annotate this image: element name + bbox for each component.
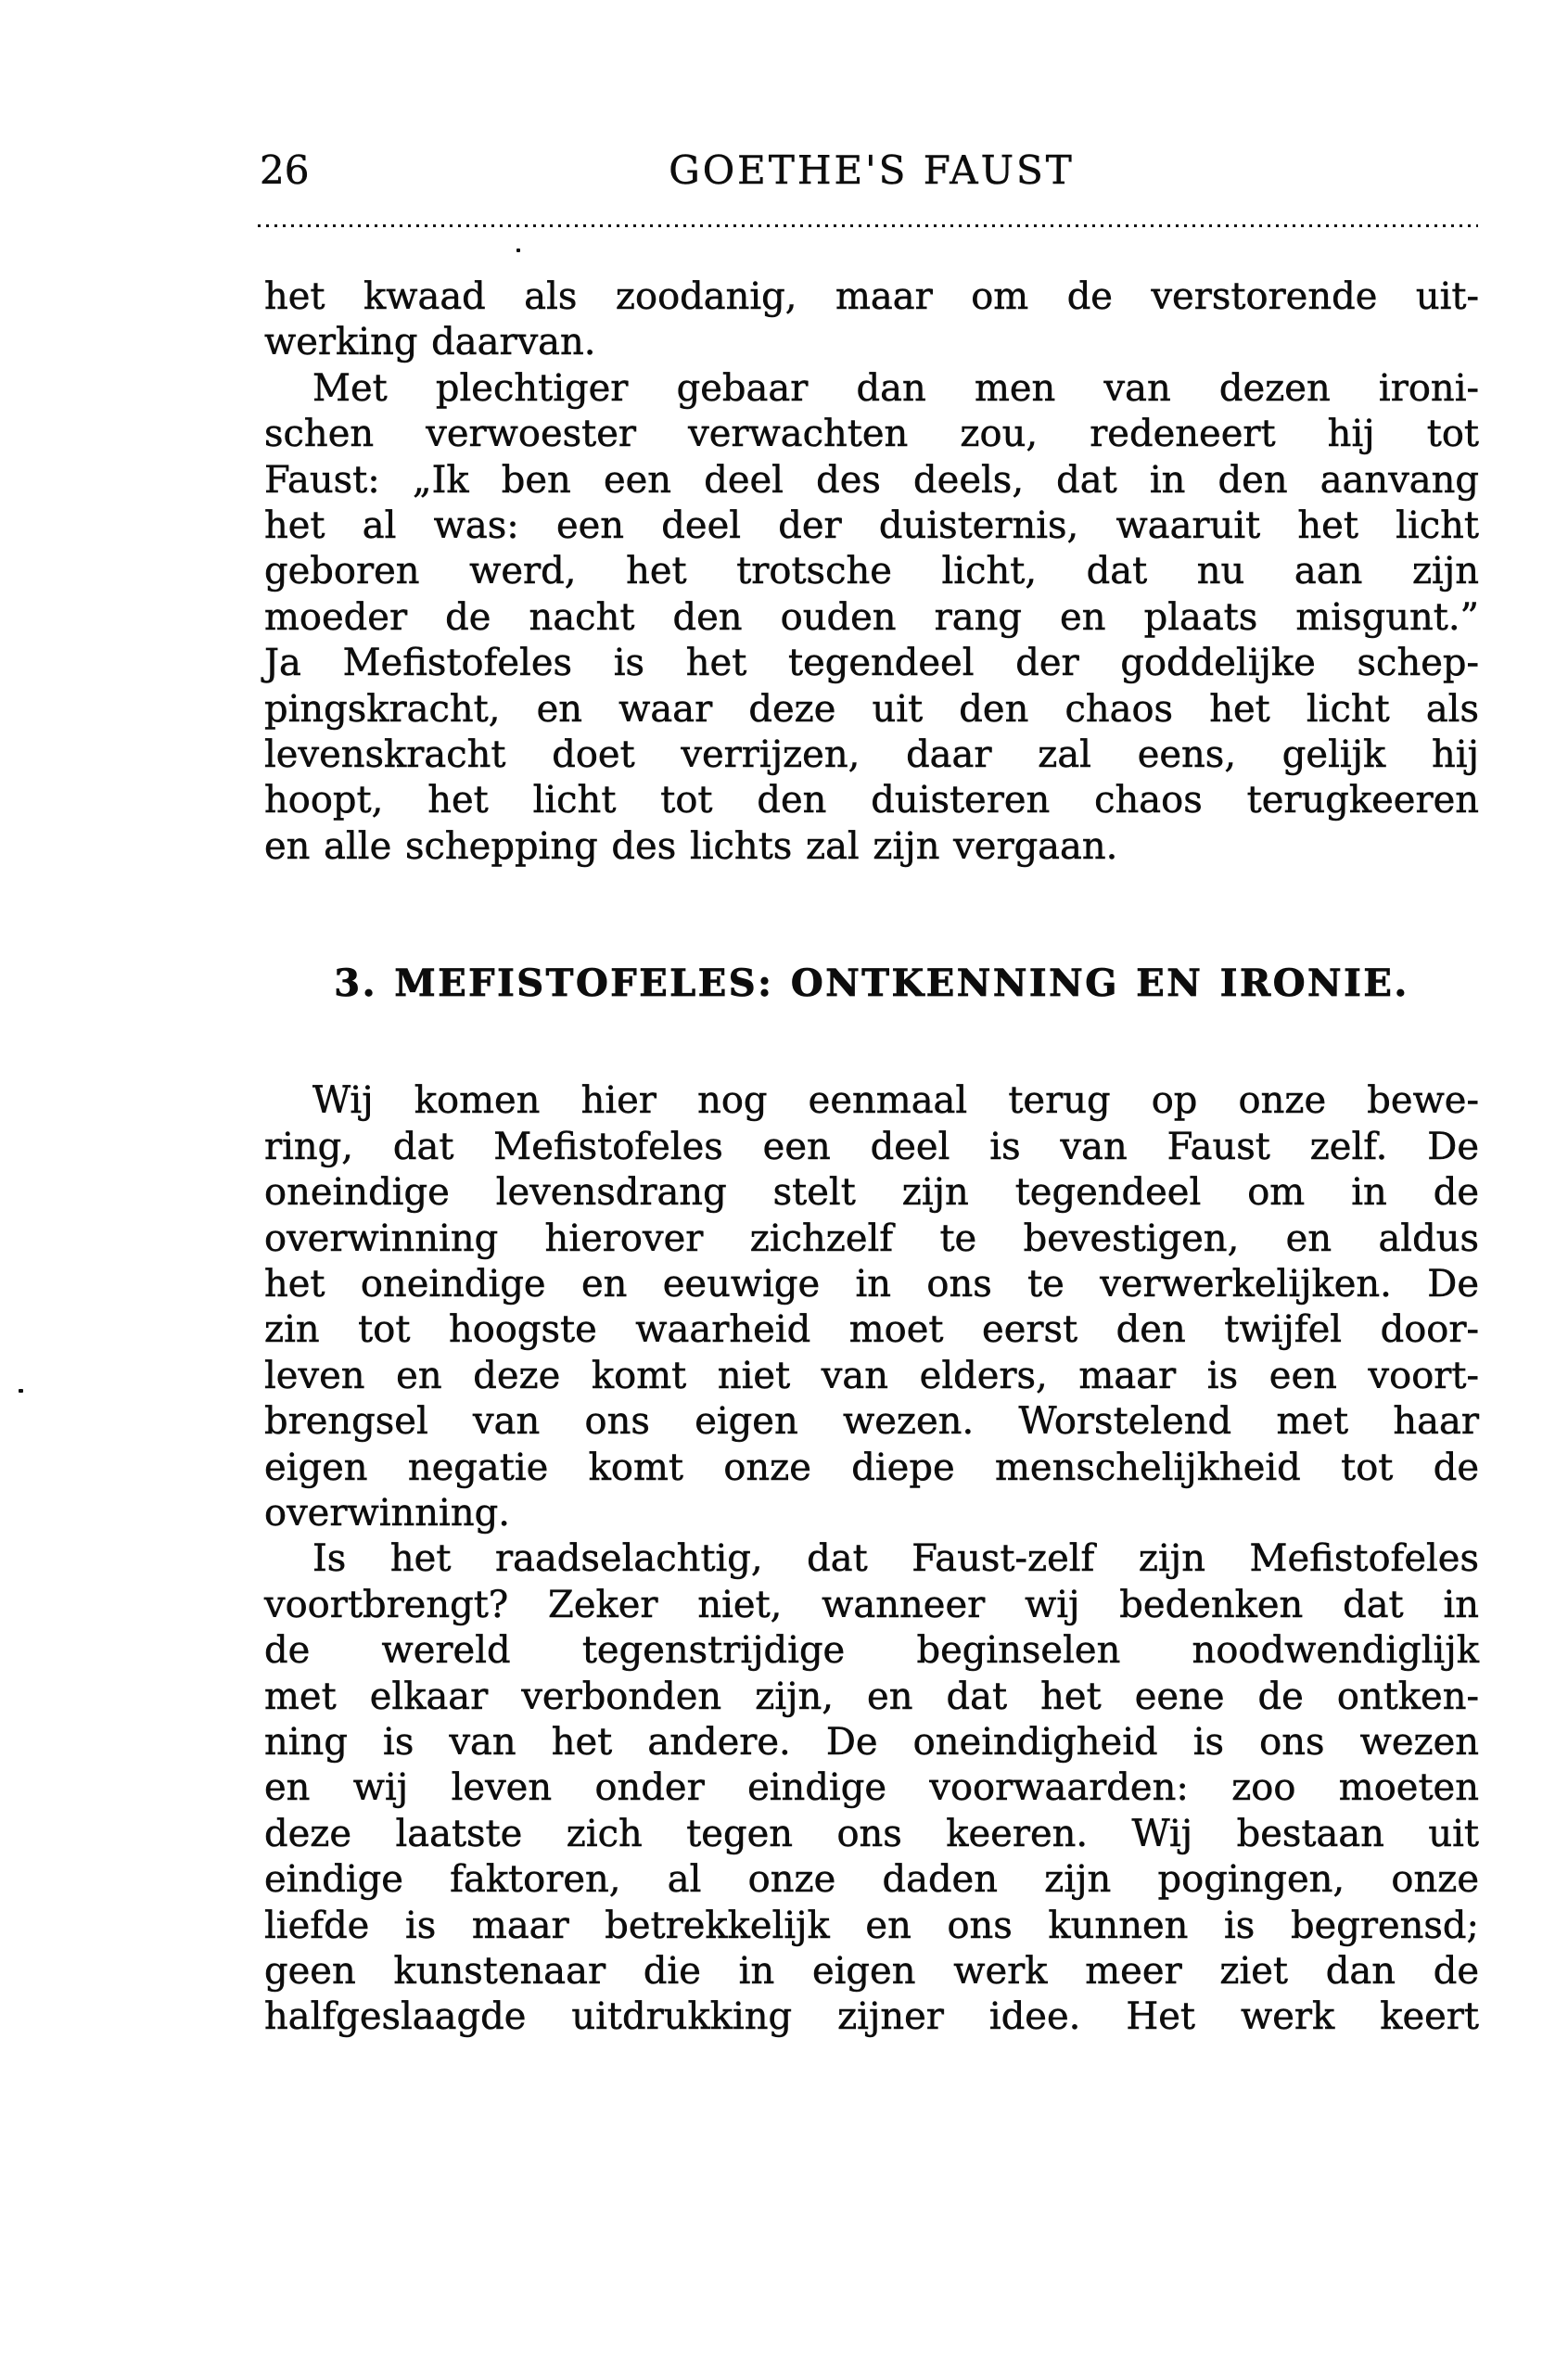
paragraph (264, 1078, 1479, 1536)
text-line: brengsel van ons eigen wezen. Worstelend met haar (264, 1400, 1479, 1444)
text-line: overwinning hierover zichzelf te bevestigen, en aldus (264, 1217, 1479, 1260)
text-line: Is het raadselachtig, dat Faust-zelf zijn Mefistofeles (312, 1537, 1479, 1581)
text-line: moeder de nacht den ouden rang en plaats misgunt.” (264, 595, 1479, 639)
text-line: ring, dat Mefistofeles een deel is van Faust zelf. De (264, 1125, 1479, 1168)
text-line: liefde is maar betrekkelijk en ons kunnen is begrensd; (264, 1904, 1479, 1947)
running-title: GOETHE'S FAUST (669, 147, 1075, 193)
text-line: pingskracht, en waar deze uit den chaos het licht als (264, 687, 1479, 731)
text-line: Met plechtiger gebaar dan men van dezen ironi- (312, 366, 1479, 410)
text-line: halfgeslaagde uitdrukking zijner idee. Het werk keert (264, 1995, 1479, 2039)
body-text (264, 274, 1479, 2041)
paragraph (264, 274, 1479, 366)
text-line: geboren werd, het trotsche licht, dat nu aan zijn (264, 550, 1479, 593)
text-line: werking daarvan. (264, 321, 596, 364)
section-heading: 3. MEFISTOFELES: ONTKENNING EN IRONIE. (334, 962, 1409, 1006)
text-line: oneindige levensdrang stelt zijn tegendeel om in de (264, 1171, 1479, 1215)
header-rule (258, 223, 1478, 227)
text-line: de wereld tegenstrijdige beginselen noodwendiglijk (264, 1629, 1479, 1673)
text-line: schen verwoester verwachten zou, redeneert hij tot (264, 413, 1479, 456)
paragraph (264, 366, 1479, 870)
text-line: het kwaad als zoodanig, maar om de verstorende uit- (264, 275, 1479, 318)
scan-speck (19, 1389, 23, 1393)
text-line: overwinning. (264, 1491, 510, 1535)
page-header (260, 147, 1479, 197)
text-line: het al was: een deel der duisternis, waaruit het licht (264, 504, 1479, 548)
text-line: eigen negatie komt onze diepe menschelijkheid tot de (264, 1446, 1479, 1489)
text-line: geen kunstenaar die in eigen werk meer ziet dan de (264, 1950, 1479, 1993)
text-line: ning is van het andere. De oneindigheid is ons wezen (264, 1720, 1479, 1764)
text-line: levenskracht doet verrijzen, daar zal eens, gelijk hij (264, 733, 1479, 777)
text-line: zin tot hoogste waarheid moet eerst den twijfel door- (264, 1308, 1479, 1352)
text-line: met elkaar verbonden zijn, en dat het eene de ontken- (264, 1675, 1479, 1718)
text-line: voortbrengt? Zeker niet, wanneer wij bedenken dat in (264, 1583, 1479, 1626)
text-line: Faust: „Ik ben een deel des deels, dat in den aanvang (264, 458, 1479, 502)
text-line: hoopt, het licht tot den duisteren chaos terugkeeren (264, 779, 1479, 822)
page-number: 26 (260, 147, 310, 193)
scan-speck (516, 248, 520, 252)
text-line: en alle schepping des lichts zal zijn vergaan. (264, 824, 1118, 868)
paragraph (264, 1536, 1479, 2040)
text-line: eindige faktoren, al onze daden zijn pogingen, onze (264, 1858, 1479, 1902)
text-line: en wij leven onder eindige voorwaarden: zoo moeten (264, 1766, 1479, 1810)
text-line: deze laatste zich tegen ons keeren. Wij bestaan uit (264, 1812, 1479, 1855)
text-line: Ja Mefistofeles is het tegendeel der goddelijke schep- (264, 642, 1479, 685)
text-line: leven en deze komt niet van elders, maar is een voort- (264, 1354, 1479, 1397)
text-line: Wij komen hier nog eenmaal terug op onze bewe- (312, 1079, 1479, 1123)
text-line: het oneindige en eeuwige in ons te verwerkelijken. De (264, 1262, 1479, 1306)
